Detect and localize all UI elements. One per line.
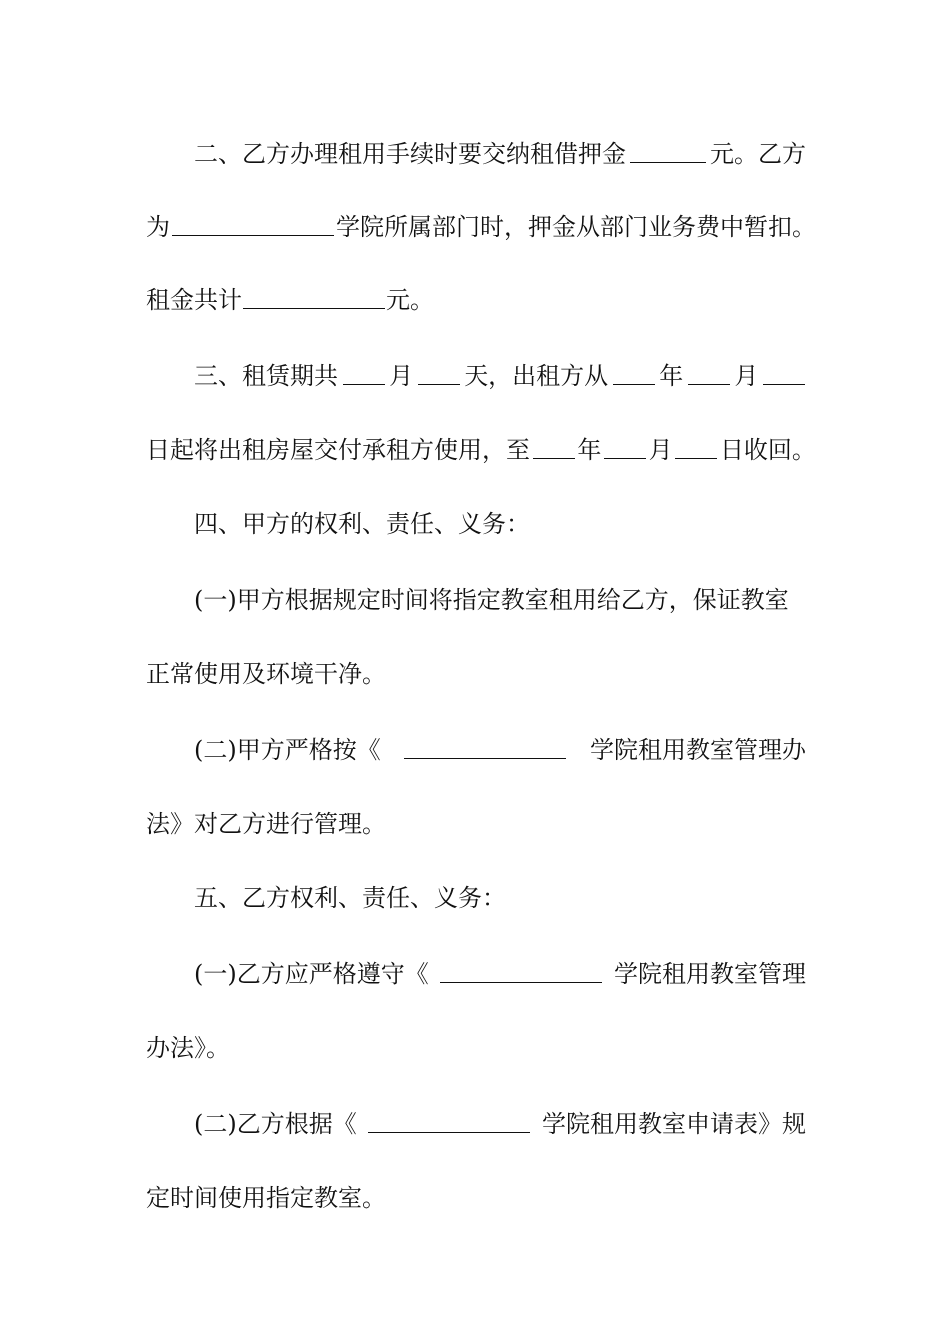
text-segment: 月 bbox=[389, 362, 414, 390]
fill-in-blank-college[interactable] bbox=[404, 734, 566, 759]
text-segment: 正常使用及环境干净。 bbox=[146, 660, 386, 688]
text-segment: 租金共计 bbox=[146, 286, 242, 314]
text-segment: 三、租赁期共 bbox=[194, 362, 338, 390]
text-segment: 日收回。 bbox=[719, 436, 816, 464]
text-segment: 法》对乙方进行管理。 bbox=[146, 810, 386, 838]
fill-in-blank-end-month[interactable] bbox=[604, 434, 646, 459]
section-5-heading bbox=[194, 878, 806, 918]
section-5-item-2-line-2 bbox=[146, 1178, 816, 1218]
text-segment: 学院租用教室管理办 bbox=[589, 736, 806, 764]
text-segment: 元。 bbox=[386, 286, 434, 314]
fill-in-blank-end-day[interactable] bbox=[675, 434, 717, 459]
paragraph-2-line-1 bbox=[194, 134, 806, 174]
section-4-item-1-line-2 bbox=[146, 654, 816, 694]
fill-in-blank-college[interactable] bbox=[172, 211, 334, 236]
text-segment: 为 bbox=[146, 213, 170, 241]
text-segment: (一)乙方应严格遵守《 bbox=[194, 960, 429, 988]
section-4-item-2-line-1 bbox=[194, 730, 806, 770]
text-segment: 学院租用教室管理 bbox=[613, 960, 806, 988]
text-segment: 月 bbox=[648, 436, 673, 464]
paragraph-3-line-2 bbox=[146, 430, 816, 470]
text-segment: 日起将出租房屋交付承租方使用，至 bbox=[146, 436, 530, 464]
fill-in-blank-months[interactable] bbox=[343, 360, 385, 385]
text-segment: 学院租用教室申请表》规 bbox=[541, 1110, 806, 1138]
fill-in-blank-college[interactable] bbox=[440, 958, 602, 983]
fill-in-blank-end-year[interactable] bbox=[533, 434, 575, 459]
text-segment: 元。乙方 bbox=[710, 140, 806, 168]
text-segment: (二)甲方严格按《 bbox=[194, 736, 381, 764]
heading-text: 五、乙方权利、责任、义务： bbox=[194, 884, 506, 912]
paragraph-3-line-1 bbox=[194, 356, 806, 396]
section-5-item-1-line-2 bbox=[146, 1028, 816, 1068]
section-5-item-1-line-1 bbox=[194, 954, 806, 994]
fill-in-blank-rent-total[interactable] bbox=[243, 284, 385, 309]
fill-in-blank-college[interactable] bbox=[368, 1108, 530, 1133]
section-4-heading bbox=[194, 504, 806, 544]
text-segment: 月 bbox=[734, 362, 759, 390]
paragraph-2-line-2 bbox=[146, 207, 816, 247]
section-5-item-2-line-1 bbox=[194, 1104, 806, 1144]
fill-in-blank-days[interactable] bbox=[418, 360, 460, 385]
paragraph-2-line-3 bbox=[146, 280, 816, 320]
fill-in-blank-start-year[interactable] bbox=[613, 360, 655, 385]
fill-in-blank-start-day[interactable] bbox=[763, 360, 805, 385]
text-segment: (一)甲方根据规定时间将指定教室租用给乙方，保证教室 bbox=[194, 586, 789, 614]
text-segment: (二)乙方根据《 bbox=[194, 1110, 357, 1138]
text-segment: 年 bbox=[577, 436, 602, 464]
fill-in-blank-deposit[interactable] bbox=[630, 138, 706, 163]
heading-text: 四、甲方的权利、责任、义务： bbox=[194, 510, 530, 538]
text-segment: 天，出租方从 bbox=[464, 362, 609, 390]
text-segment: 办法》。 bbox=[146, 1034, 230, 1062]
text-segment: 定时间使用指定教室。 bbox=[146, 1184, 386, 1212]
fill-in-blank-start-month[interactable] bbox=[688, 360, 730, 385]
text-segment: 年 bbox=[659, 362, 684, 390]
section-4-item-2-line-2 bbox=[146, 804, 816, 844]
section-4-item-1-line-1 bbox=[194, 580, 806, 620]
text-segment: 学院所属部门时，押金从部门业务费中暂扣。 bbox=[336, 213, 816, 241]
text-segment: 二、乙方办理租用手续时要交纳租借押金 bbox=[194, 140, 626, 168]
